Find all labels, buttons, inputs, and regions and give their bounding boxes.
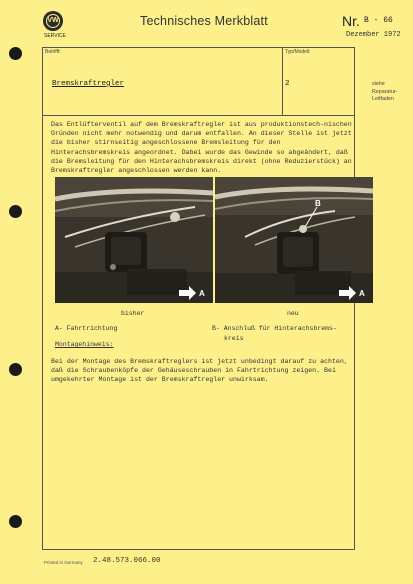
logo-caption: SERVICE xyxy=(44,33,66,39)
vw-logo-icon xyxy=(43,11,63,31)
side-note-line: siehe xyxy=(372,81,385,87)
intro-paragraph: Das Entlüfterventil auf dem Bremskraftregler ist aus produktionstech-nischen Gründen nicht mehr notwendig und darum entfallen. An dieser Stelle ist jetzt die bisher stirnseitig angeschlossene Bremsleitung für den Hinterachsbremskreis angeordnet. Dabei wurde das Gewinde so abgeändert, daß die Bremsleitung für den Hinterachsbremskreis direkt (ohne Reduzierstück) an Bremskraftregler angeschlossen werden kann. xyxy=(51,121,352,175)
typ-label: Typ/Modell: xyxy=(285,49,311,55)
betrifft-label: Betrifft: xyxy=(45,49,61,55)
number-label: Nr. xyxy=(342,13,360,29)
printed-note: Printed in Germany xyxy=(44,560,83,565)
photo-bisher xyxy=(55,177,213,303)
document-code: 2.48.573.066.00 xyxy=(93,557,161,565)
betrifft-value: Bremskraftregler xyxy=(52,80,125,88)
logo-text: VW xyxy=(46,14,60,28)
caption-bisher: bisher xyxy=(121,310,145,317)
direction-a-label: A xyxy=(199,289,205,298)
number-value: B - 66 xyxy=(364,16,393,25)
side-note-line: Reparatur- xyxy=(372,88,398,95)
header-divider xyxy=(42,115,355,116)
column-divider xyxy=(282,47,283,115)
montage-heading: Montagehinweis: xyxy=(55,341,114,348)
typ-value: 2 xyxy=(285,80,290,88)
montage-paragraph: Bei der Montage des Bremskraftreglers ist jetzt unbedingt darauf zu achten, daß die Schraubenköpfe der Gehäuseschrauben in Fahrtrichtung zeigen. Bei umgekehrter Montage ist der Bremskraftregler unwirksam. xyxy=(51,358,348,384)
binder-hole xyxy=(9,363,22,376)
side-note-line: Leitfaden xyxy=(372,96,394,102)
marker-b-label: B xyxy=(315,199,321,208)
issue-date: Dezember 1972 xyxy=(346,31,401,39)
legend-a: A- Fahrtrichtung xyxy=(55,325,118,332)
page-title: Technisches Merkblatt xyxy=(140,14,268,28)
photo-neu xyxy=(215,177,373,303)
legend-b-line2: kreis xyxy=(224,335,244,342)
caption-neu: neu xyxy=(287,310,299,317)
direction-a-label: A xyxy=(359,289,365,298)
legend-b-line1: B- Anschluß für Hinterachsbrems- xyxy=(212,325,337,332)
binder-hole xyxy=(9,47,22,60)
binder-hole xyxy=(9,205,22,218)
side-note xyxy=(372,81,397,104)
binder-hole xyxy=(9,515,22,528)
